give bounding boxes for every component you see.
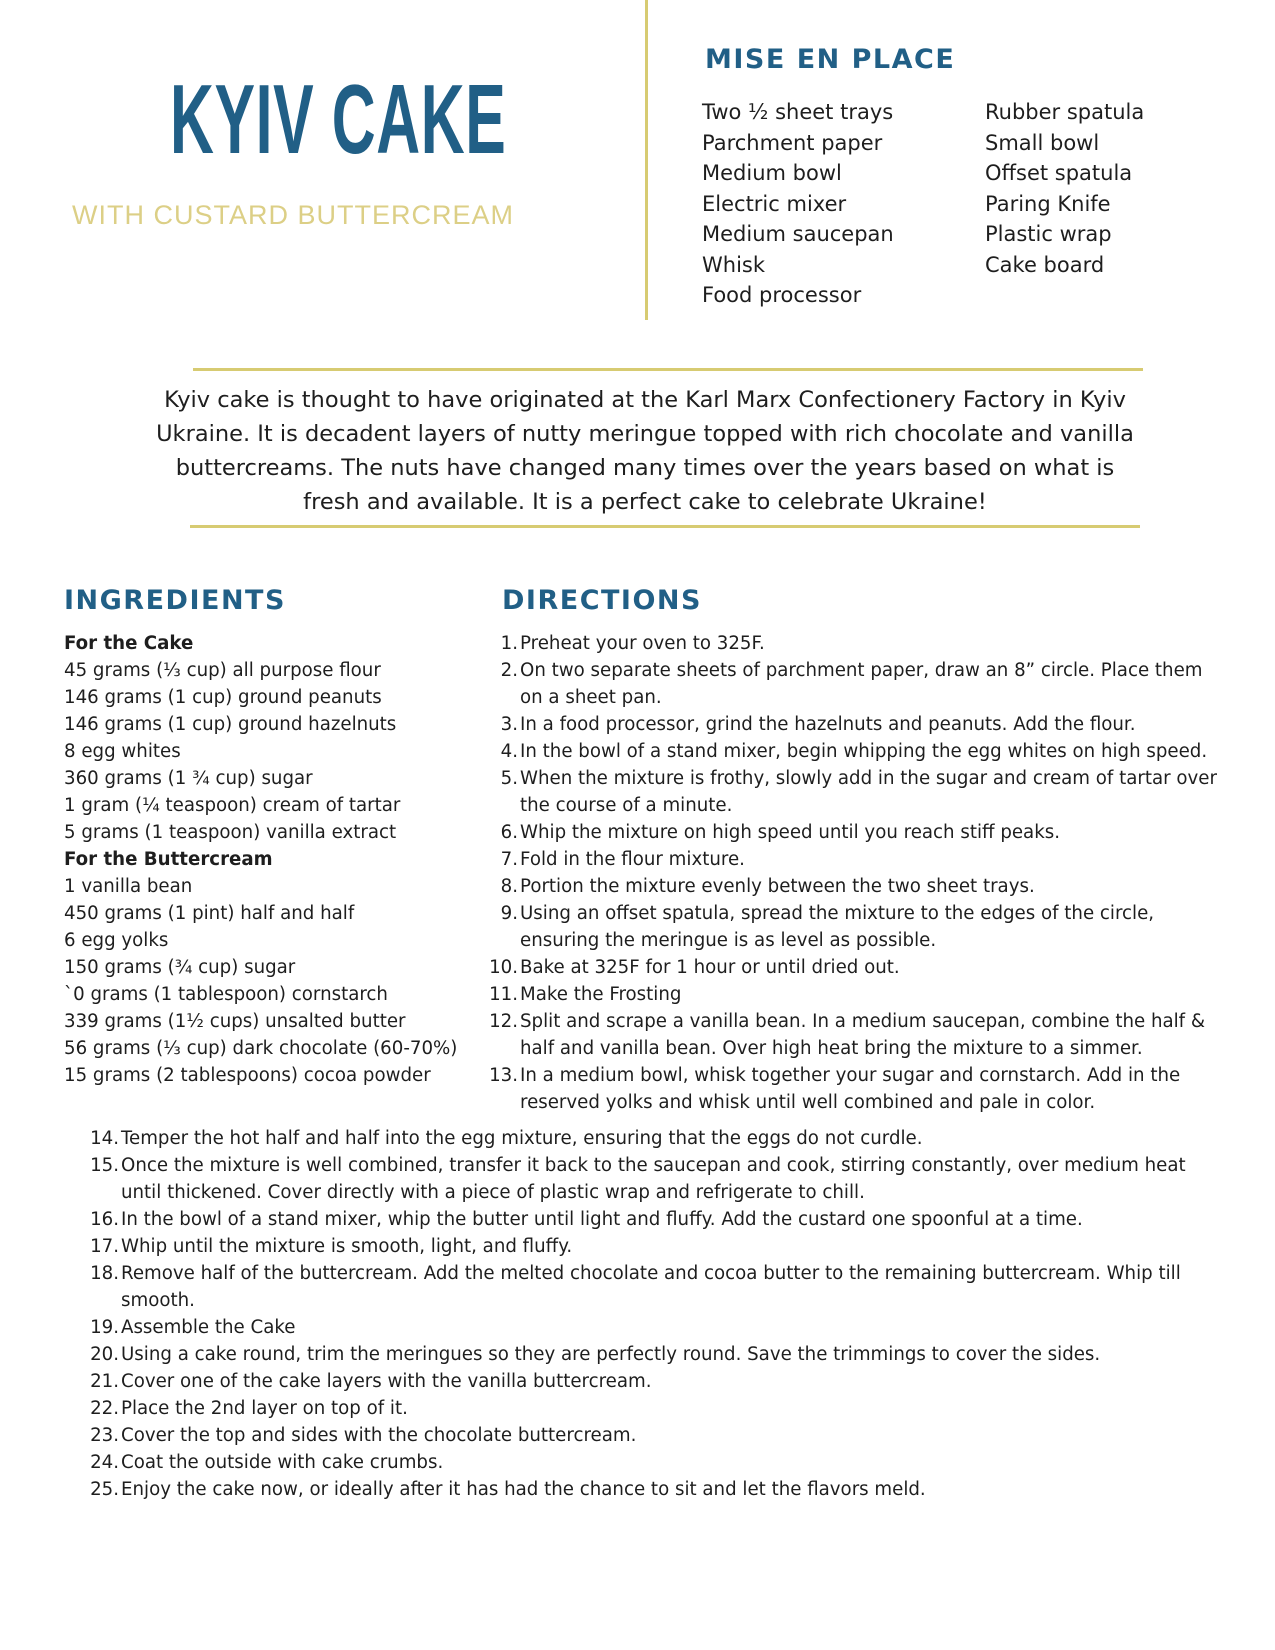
direction-step bbox=[90, 1449, 1225, 1476]
directions-heading: DIRECTIONS bbox=[502, 585, 702, 616]
step-number: 17. bbox=[90, 1236, 119, 1257]
direction-step bbox=[500, 657, 1225, 711]
step-text: Remove half of the buttercream. Add the melted chocolate and cocoa butter to the remaining buttercream. Whip till smooth. bbox=[121, 1263, 1181, 1311]
step-text: Cover one of the cake layers with the vanilla buttercream. bbox=[121, 1371, 652, 1392]
ingredient-item: 5 grams (1 teaspoon) vanilla extract bbox=[64, 822, 397, 843]
ingredient-item: 15 grams (2 tablespoons) cocoa powder bbox=[64, 1065, 431, 1086]
step-number: 21. bbox=[90, 1371, 119, 1392]
step-text: Using an offset spatula, spread the mixture to the edges of the circle, ensuring the meringue is as level as possible. bbox=[520, 903, 1155, 951]
step-number: 2. bbox=[500, 660, 518, 681]
direction-step bbox=[90, 1341, 1225, 1368]
vertical-divider bbox=[645, 0, 648, 320]
direction-step bbox=[489, 1008, 1225, 1062]
intro-paragraph: Kyiv cake is thought to have originated at the Karl Marx Confectionery Factory in Kyiv Ukraine. It is decadent layers of nutty meringue topped with rich chocolate and vanilla buttercreams. The nuts have changed many times over the years based on what is fresh and available. It is a perfect cake to celebrate Ukraine! bbox=[156, 387, 1134, 515]
ingredients-subheading-buttercream: For the Buttercream bbox=[64, 849, 273, 870]
step-text: Place the 2nd layer on top of it. bbox=[121, 1398, 408, 1419]
mise-item: Rubber spatula bbox=[985, 100, 1145, 124]
step-text: Bake at 325F for 1 hour or until dried out. bbox=[520, 957, 900, 978]
step-text: In the bowl of a stand mixer, begin whipping the egg whites on high speed. bbox=[520, 741, 1208, 762]
ingredient-item: `0 grams (1 tablespoon) cornstarch bbox=[64, 984, 388, 1005]
ingredient-item: 8 egg whites bbox=[64, 741, 181, 762]
mise-en-place-column-1 bbox=[702, 97, 894, 311]
ingredient-item: 6 egg yolks bbox=[64, 930, 169, 951]
recipe-title: KYIV CAKE bbox=[170, 64, 507, 174]
step-text: In a medium bowl, whisk together your sugar and cornstarch. Add in the reserved yolks and whisk until well combined and pale in color. bbox=[520, 1065, 1181, 1113]
step-number: 1. bbox=[500, 633, 518, 654]
mise-item: Electric mixer bbox=[702, 191, 847, 216]
direction-step bbox=[90, 1206, 1225, 1233]
step-text: Assemble the Cake bbox=[121, 1317, 296, 1338]
step-number: 20. bbox=[90, 1344, 119, 1365]
mise-item: Offset spatula bbox=[985, 161, 1133, 185]
step-number: 5. bbox=[500, 768, 518, 789]
step-number: 15. bbox=[90, 1155, 119, 1176]
step-number: 22. bbox=[90, 1398, 119, 1419]
direction-step bbox=[489, 981, 1225, 1008]
step-text: Temper the hot half and half into the egg mixture, ensuring that the eggs do not curdle. bbox=[121, 1128, 923, 1149]
direction-step bbox=[500, 711, 1225, 738]
mise-item: Medium saucepan bbox=[702, 222, 894, 246]
ingredients-subheading-cake: For the Cake bbox=[64, 633, 194, 654]
mise-item: Plastic wrap bbox=[985, 222, 1112, 246]
recipe-subtitle: WITH CUSTARD BUTTERCREAM bbox=[72, 200, 514, 230]
intro-bottom-rule bbox=[190, 525, 1140, 528]
mise-item: Whisk bbox=[702, 252, 766, 277]
ingredient-item: 1 gram (¼ teaspoon) cream of tartar bbox=[64, 795, 401, 816]
step-text: Once the mixture is well combined, transfer it back to the saucepan and cook, stirring constantly, over medium heat until thickened. Cover directly with a piece of plastic wrap and refrigerate to chill. bbox=[121, 1155, 1186, 1203]
direction-step bbox=[500, 846, 1225, 873]
direction-step bbox=[90, 1395, 1225, 1422]
ingredient-item: 1 vanilla bean bbox=[64, 876, 193, 897]
step-text: Preheat your oven to 325F. bbox=[520, 633, 765, 654]
direction-step bbox=[90, 1422, 1225, 1449]
step-text: In the bowl of a stand mixer, whip the butter until light and fluffy. Add the custard one spoonful at a time. bbox=[121, 1209, 1083, 1230]
step-text: Coat the outside with cake crumbs. bbox=[121, 1452, 444, 1473]
step-number: 6. bbox=[500, 822, 518, 843]
step-text: Whip the mixture on high speed until you reach stiff peaks. bbox=[520, 822, 1060, 843]
direction-step bbox=[500, 900, 1225, 954]
step-number: 13. bbox=[489, 1065, 518, 1086]
direction-step bbox=[500, 630, 1225, 657]
direction-step bbox=[90, 1260, 1225, 1314]
direction-step bbox=[90, 1125, 1225, 1152]
step-text: When the mixture is frothy, slowly add in the sugar and cream of tartar over the course of a minute. bbox=[520, 768, 1217, 816]
step-text: Make the Frosting bbox=[520, 984, 682, 1005]
mise-item: Parchment paper bbox=[702, 130, 883, 155]
direction-step bbox=[500, 738, 1225, 765]
step-number: 12. bbox=[489, 1011, 518, 1032]
mise-item: Two ½ sheet trays bbox=[702, 100, 894, 124]
step-number: 11. bbox=[489, 984, 518, 1005]
direction-step bbox=[500, 819, 1225, 846]
direction-step bbox=[489, 954, 1225, 981]
mise-item: Paring Knife bbox=[985, 191, 1111, 216]
mise-item: Medium bowl bbox=[702, 161, 842, 185]
mise-item: Small bowl bbox=[985, 130, 1100, 155]
step-text: Using a cake round, trim the meringues so they are perfectly round. Save the trimmings to cover the sides. bbox=[121, 1344, 1101, 1365]
step-number: 3. bbox=[500, 714, 518, 735]
step-number: 16. bbox=[90, 1209, 119, 1230]
step-text: Enjoy the cake now, or ideally after it has had the chance to sit and let the flavors meld. bbox=[121, 1479, 926, 1500]
step-number: 23. bbox=[90, 1425, 119, 1446]
step-text: Fold in the flour mixture. bbox=[520, 849, 745, 870]
mise-item: Cake board bbox=[985, 252, 1105, 277]
intro-top-rule bbox=[193, 368, 1143, 371]
ingredient-item: 146 grams (1 cup) ground hazelnuts bbox=[64, 714, 397, 735]
ingredient-item: 150 grams (¾ cup) sugar bbox=[64, 957, 296, 978]
mise-en-place-column-2 bbox=[985, 97, 1144, 280]
step-text: Portion the mixture evenly between the two sheet trays. bbox=[520, 876, 1035, 897]
step-number: 24. bbox=[90, 1452, 119, 1473]
step-number: 19. bbox=[90, 1317, 119, 1338]
step-text: In a food processor, grind the hazelnuts and peanuts. Add the flour. bbox=[520, 714, 1136, 735]
step-text: Split and scrape a vanilla bean. In a medium saucepan, combine the half & half and vanilla bean. Over high heat bring the mixture to a simmer. bbox=[520, 1011, 1206, 1059]
ingredient-item: 360 grams (1 ¾ cup) sugar bbox=[64, 768, 313, 789]
step-number: 9. bbox=[500, 903, 518, 924]
step-text: On two separate sheets of parchment paper, draw an 8” circle. Place them on a sheet pan. bbox=[520, 660, 1203, 708]
direction-step bbox=[90, 1368, 1225, 1395]
step-number: 8. bbox=[500, 876, 518, 897]
direction-step bbox=[90, 1152, 1225, 1206]
step-number: 10. bbox=[489, 957, 518, 978]
step-text: Cover the top and sides with the chocolate buttercream. bbox=[121, 1425, 637, 1446]
direction-step bbox=[489, 1062, 1225, 1116]
step-number: 4. bbox=[500, 741, 518, 762]
ingredients-heading: INGREDIENTS bbox=[64, 585, 286, 616]
ingredients-list bbox=[64, 630, 457, 1089]
mise-en-place-heading: MISE EN PLACE bbox=[705, 44, 956, 75]
step-text: Whip until the mixture is smooth, light, and fluffy. bbox=[121, 1236, 573, 1257]
direction-step bbox=[500, 765, 1225, 819]
step-number: 25. bbox=[90, 1479, 119, 1500]
ingredient-item: 339 grams (1½ cups) unsalted butter bbox=[64, 1011, 406, 1032]
step-number: 7. bbox=[500, 849, 518, 870]
ingredient-item: 450 grams (1 pint) half and half bbox=[64, 903, 355, 924]
direction-step bbox=[90, 1233, 1225, 1260]
directions-list-upper bbox=[489, 630, 1225, 1116]
ingredient-item: 146 grams (1 cup) ground peanuts bbox=[64, 687, 382, 708]
step-number: 18. bbox=[90, 1263, 119, 1284]
ingredient-item: 45 grams (⅓ cup) all purpose flour bbox=[64, 660, 381, 681]
step-number: 14. bbox=[90, 1128, 119, 1149]
direction-step bbox=[90, 1476, 1225, 1503]
directions-list-lower bbox=[90, 1125, 1225, 1503]
direction-step bbox=[500, 873, 1225, 900]
direction-step bbox=[90, 1314, 1225, 1341]
ingredient-item: 56 grams (⅓ cup) dark chocolate (60-70%) bbox=[64, 1038, 458, 1059]
mise-item: Food processor bbox=[702, 283, 862, 307]
